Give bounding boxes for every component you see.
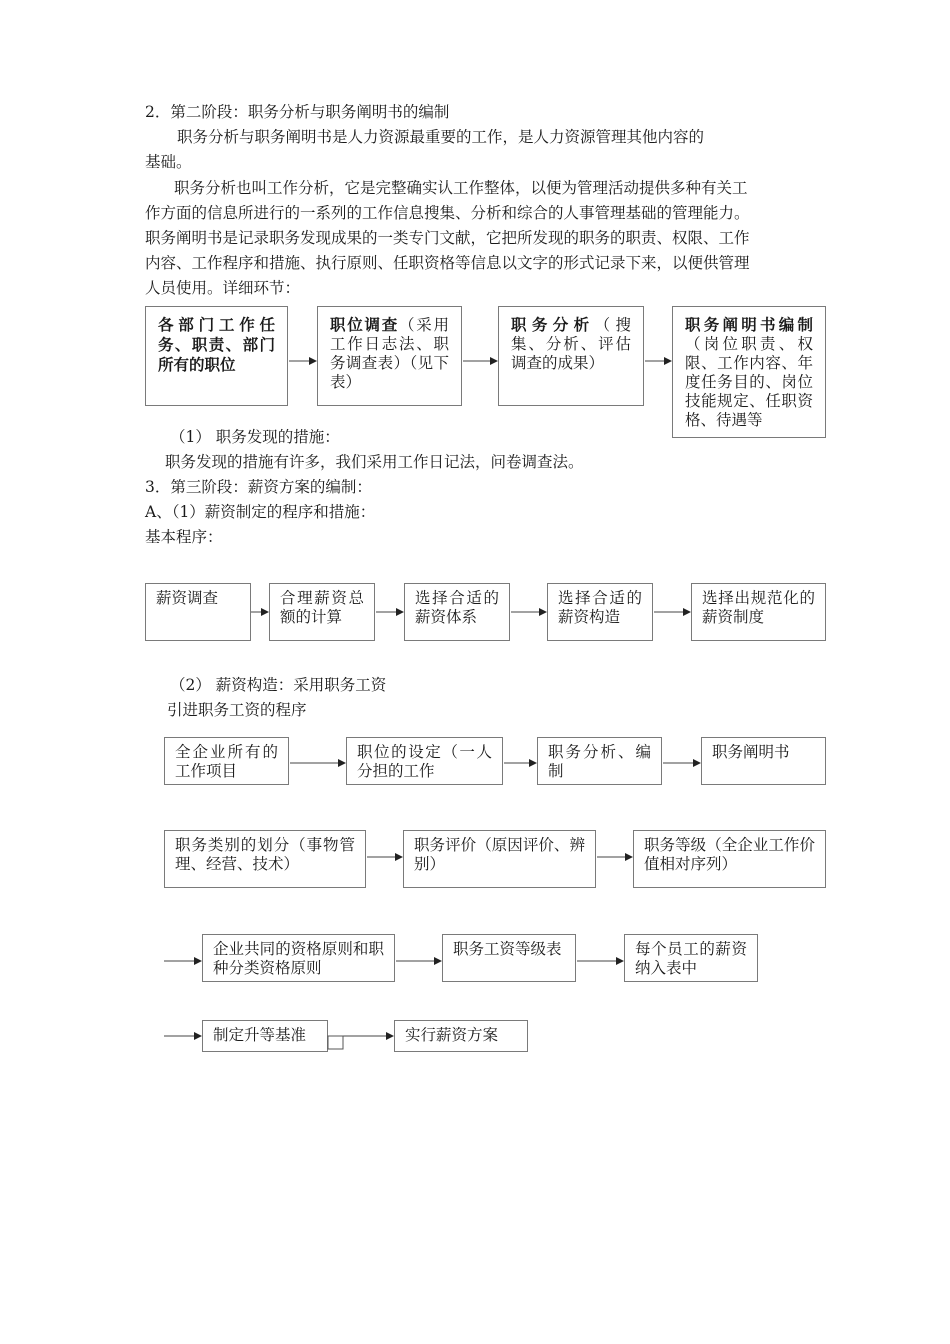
section2-para2-line2: 作方面的信息所进行的一系列的工作信息搜集、分析和综合的人事管理基础的管理能力。	[145, 204, 750, 222]
flow3-r1-step3: 职务分析、编制	[537, 737, 662, 785]
small-connector-box	[328, 1036, 343, 1049]
flow1-step4: 职务阐明书编制（岗位职责、权限、工作内容、年度任务目的、岗位技能规定、任职资格、待遇等	[672, 306, 826, 438]
flow3-r2-step2: 职务评价（原因评价、辨别）	[403, 830, 596, 888]
flow3-r3-step1: 企业共同的资格原则和职种分类资格原则	[202, 934, 395, 982]
section2-para2-line3: 职务阐明书是记录职务发现成果的一类专门文献，它把所发现的职务的职责、权限、工作	[145, 229, 750, 247]
flow1-step3: 职务分析（搜集、分析、评估调查的成果）	[498, 306, 644, 406]
sub2-text: 引进职务工资的程序	[167, 701, 307, 719]
flow3-r4-step1: 制定升等基准	[202, 1020, 328, 1052]
section2-para2-line1: 职务分析也叫工作分析，它是完整确实认工作整体，以便为管理活动提供多种有关工	[174, 179, 748, 197]
section3-a-heading: A、（1）薪资制定的程序和措施：	[145, 503, 376, 521]
flow2-step4: 选择合适的薪资构造	[547, 583, 653, 641]
section2-para1-line1: 职务分析与职务阐明书是人力资源最重要的工作，是人力资源管理其他内容的	[177, 128, 705, 146]
flow3-r3-step2: 职务工资等级表	[442, 934, 576, 982]
flow3-r2-step1: 职务类别的划分（事物管理、经营、技术）	[164, 830, 366, 888]
flow1-step2: 职位调查（采用工作日志法、职务调查表）（见下表）	[317, 306, 462, 406]
section2-para1-line2: 基础。	[145, 153, 192, 171]
flow2-step2: 合理薪资总额的计算	[269, 583, 375, 641]
flow3-r2-step3: 职务等级（全企业工作价值相对序列）	[633, 830, 826, 888]
flow3-r1-step1: 全企业所有的工作项目	[164, 737, 289, 785]
sub1-text: 职务发现的措施有许多，我们采用工作日记法，问卷调查法。	[165, 453, 584, 471]
section2-heading: 2．第二阶段：职务分析与职务阐明书的编制	[145, 103, 450, 121]
flow2-step5: 选择出规范化的薪资制度	[691, 583, 826, 641]
flow3-r4-step2: 实行薪资方案	[394, 1020, 528, 1052]
flow1-step1: 各部门工作任务、职责、部门所有的职位	[145, 306, 288, 406]
section3-heading: 3．第三阶段：薪资方案的编制：	[145, 478, 372, 496]
section2-para2-line5: 人员使用。详细环节：	[145, 279, 301, 297]
flow3-r1-step4: 职务阐明书	[701, 737, 826, 785]
section2-para2-line4: 内容、工作程序和措施、执行原则、任职资格等信息以文字的形式记录下来，以便供管理	[145, 254, 750, 272]
flow3-r1-step2: 职位的设定（一人分担的工作	[346, 737, 503, 785]
flow2-step3: 选择合适的薪资体系	[404, 583, 510, 641]
flow3-r3-step3: 每个员工的薪资纳入表中	[624, 934, 758, 982]
sub2-label: （2） 薪资构造：采用职务工资	[170, 676, 387, 694]
flow2-step1: 薪资调查	[145, 583, 251, 641]
sub1-label: （1） 职务发现的措施：	[170, 428, 340, 446]
basic-procedure-label: 基本程序：	[145, 528, 223, 546]
